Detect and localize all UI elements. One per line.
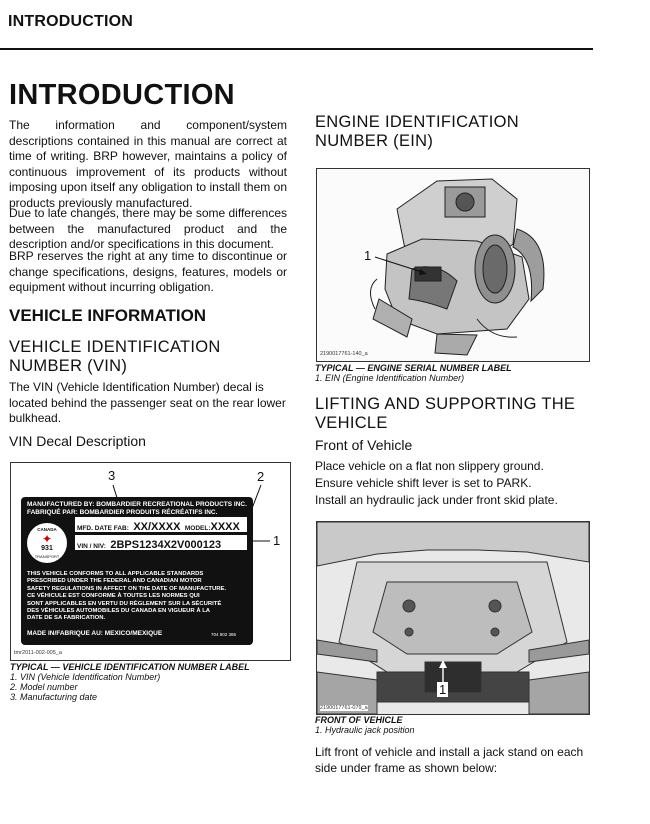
vin-field: [75, 535, 247, 550]
front-figure-id: 2190017761-079_a: [320, 705, 368, 711]
engine-figure: [316, 168, 590, 362]
conform-line: SAFETY REGULATIONS IN AFFECT ON THE DATE OF MANUFACTURE.: [27, 585, 227, 592]
vin-location-text: The VIN (Vehicle Identification Number) decal is located behind the passenger seat on the rear lower bulkhead.: [9, 380, 286, 425]
conform-line: CE VÉHICULE EST CONFORME À TOUTES LES NORMES QUI: [27, 593, 200, 600]
conformity-text: [27, 571, 249, 623]
part-number: 704 902 386: [211, 632, 237, 637]
vin-value: 2BPS1234X2V000123: [110, 539, 222, 550]
vin-decal-heading: VIN Decal Description: [9, 433, 146, 449]
callout-1: 1: [273, 533, 281, 548]
caption-item: 3. Manufacturing date: [10, 692, 98, 702]
running-header: INTRODUCTION: [8, 13, 134, 30]
skid-plate-illustration: [317, 522, 589, 714]
front-of-vehicle-heading: Front of Vehicle: [315, 437, 413, 453]
conform-line: PRESCRIBED UNDER THE FEDERAL AND CANADIAN MOTOR: [27, 578, 202, 585]
vin-heading-line-1: VEHICLE IDENTIFICATION: [9, 338, 221, 356]
engine-figure-caption: [315, 363, 590, 383]
engine-caption-item: 1. EIN (Engine Identification Number): [315, 373, 465, 383]
vin-decal-label: [21, 497, 253, 645]
conform-line: THIS VEHICLE CONFORMS TO ALL APPLICABLE STANDARDS: [27, 571, 204, 577]
figure-id: tmr2011-002-005_a: [14, 650, 62, 656]
vehicle-information-heading: VEHICLE INFORMATION: [9, 306, 207, 325]
seal-number: 931: [41, 545, 53, 552]
intro-paragraph-2: Due to late changes, there may be some differences between the manufactured product and the description and/or specifications in this document.: [9, 206, 287, 251]
conform-line: SONT APPLICABLES EN VERTU DU RÈGLEMENT SUR LA SÉCURITÉ: [27, 600, 222, 607]
callout-2: 2: [257, 469, 265, 484]
made-in-text: MADE IN/FABRIQUE AU: MEXICO/MEXIQUE: [27, 630, 163, 637]
caption-item: 2. Model number: [10, 682, 78, 692]
engine-figure-id: 2190017761-140_a: [320, 351, 368, 357]
engine-callout-1: 1: [364, 248, 372, 263]
front-callout-1: 1: [439, 682, 447, 697]
manufacturer-lines: [27, 501, 247, 517]
vin-heading-line-2: NUMBER (VIN): [9, 357, 128, 375]
intro-paragraph-3: BRP reserves the right at any time to discontinue or change specifications, designs, features, models or equipment without incurring obligation.: [9, 249, 287, 294]
front-steps: [315, 458, 590, 509]
caption-item: 1. VIN (Vehicle Identification Number): [10, 672, 161, 682]
lifting-heading-line-1: LIFTING AND SUPPORTING THE: [315, 395, 576, 413]
lifting-heading-line-2: VEHICLE: [315, 414, 388, 432]
vin-figure-caption: [10, 662, 290, 702]
ein-heading-line-1: ENGINE IDENTIFICATION: [315, 113, 520, 131]
front-vehicle-figure: [316, 521, 590, 715]
canada-seal: [27, 523, 67, 563]
ein-heading: [315, 113, 519, 151]
front-caption-item: 1. Hydraulic jack position: [315, 725, 415, 735]
vin-heading: [9, 338, 221, 376]
page-title: INTRODUCTION: [9, 79, 235, 111]
engine-illustration: [317, 169, 589, 361]
vin-label: VIN / NIV:: [77, 543, 106, 550]
lifting-heading: [315, 395, 575, 433]
manufacturer-line-en: MANUFACTURED BY: BOMBARDIER RECREATIONAL PRODUCTS INC.: [27, 501, 247, 508]
front-figure-caption: [315, 715, 590, 735]
callout-3: 3: [108, 468, 116, 483]
header-rule: [0, 48, 593, 50]
conform-line: DATE DE SA FABRICATION.: [27, 615, 106, 622]
closing-text: Lift front of vehicle and install a jack stand on each side under frame as shown below:: [315, 745, 584, 775]
engine-caption-title: TYPICAL — ENGINE SERIAL NUMBER LABEL: [315, 363, 512, 373]
front-step: Place vehicle on a flat non slippery ground.: [315, 459, 544, 473]
maple-leaf-icon: ✦: [41, 532, 53, 546]
manufacturer-line-fr: FABRIQUÉ PAR: BOMBARDIER PRODUITS RÉCRÉATIFS INC.: [27, 509, 218, 516]
model-value: XXXX: [210, 521, 240, 532]
model-label: MODEL:: [184, 525, 211, 532]
front-step: Install an hydraulic jack under front skid plate.: [315, 493, 558, 507]
front-caption-title: FRONT OF VEHICLE: [315, 715, 403, 725]
intro-paragraph-1: The information and component/system descriptions contained in this manual are correct at time of writing. BRP however, maintains a policy of continuous improvement of its products without imposing upon itself any obligation to install them on products previously manufactured.: [9, 118, 287, 210]
date-value: XX/XXXX: [133, 521, 181, 532]
date-label: MFD. DATE FAB:: [77, 525, 129, 532]
ein-heading-line-2: NUMBER (EIN): [315, 132, 434, 150]
seal-top-text: CANADA: [37, 527, 57, 532]
vin-decal-figure: [10, 462, 291, 661]
front-step: Ensure vehicle shift lever is set to PARK.: [315, 476, 532, 490]
seal-bottom-text: TRANSPORT: [34, 554, 60, 559]
conform-line: DES VÉHICULES AUTOMOBILES DU CANADA EN VIGUEUR À LA: [27, 608, 211, 615]
date-model-field: [75, 517, 247, 532]
caption-title: TYPICAL — VEHICLE IDENTIFICATION NUMBER LABEL: [10, 662, 250, 672]
